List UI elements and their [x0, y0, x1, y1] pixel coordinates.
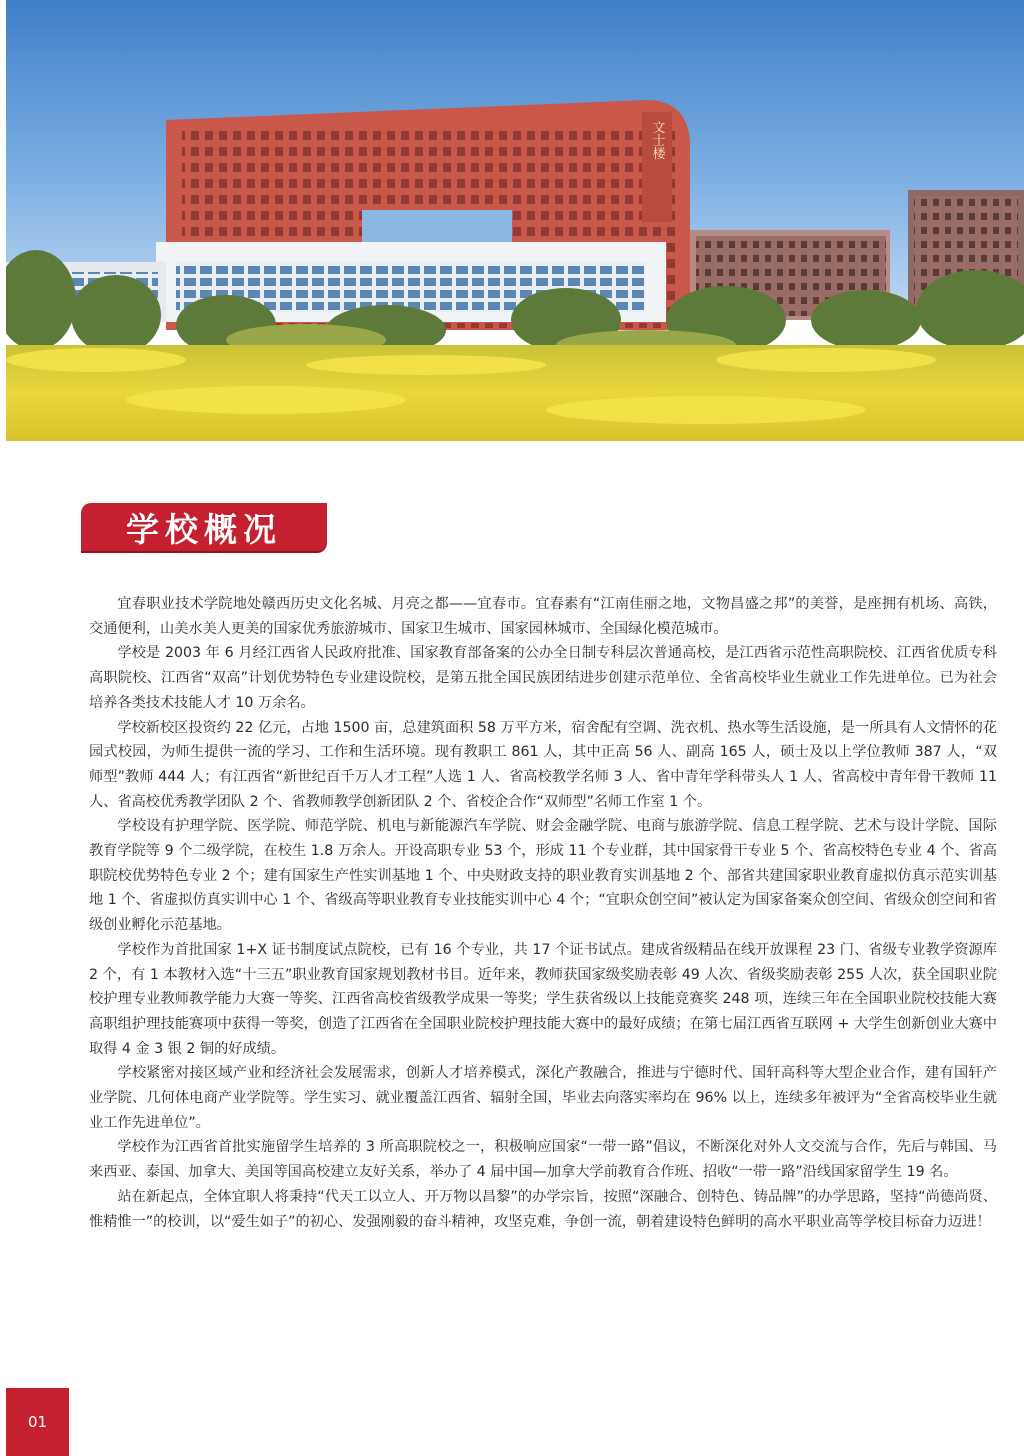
paragraph-achievements: 学校作为首批国家 1+X 证书制度试点院校，已有 16 个专业，共 17 个证书试点。建成省级精品在线开放课程 23 门、省级专业教学资源库 2 个，有 1 本教材入选“十三五”职业教育国家规划教材书目。近年来，教师获国家级奖励表彰 49 人次、省级奖励表彰 255 人次，获全国职业院校护理专业教师教学能力大赛一等奖、江西省高校省级教学成果一等奖；学生获省级以上技能竞赛奖 248 项，连续三年在全国职业院校技能大赛高职组护理技能赛项中获得一等奖，创造了江西省在全国职业院校护理技能大赛中的最好成绩；在第七届江西省互联网 + 大学生创新创业大赛中取得 4 金 3 银 2 铜的好成绩。 [89, 941, 997, 1057]
building-sign: 文士楼 [649, 120, 665, 160]
campus-photo [6, 0, 1024, 441]
section-title: 学校概况 [81, 503, 327, 551]
paragraph-founding: 学校是 2003 年 6 月经江西省人民政府批准、国家教育部备案的公办全日制专科层次普通高校，是江西省示范性高职院校、江西省优质专科高职院校、江西省“双高”计划优势特色专业建设院校，是第五批全国民族团结进步创建示范单位、全省高校毕业生就业工作先进单位。已为社会培养各类技术技能人才 10 万余名。 [89, 645, 997, 711]
paragraph-industry: 学校紧密对接区域产业和经济社会发展需求，创新人才培养模式，深化产教融合，推进与宁德时代、国轩高科等大型企业合作，建有国轩产业学院、几何体电商产业学院等。学生实习、就业覆盖江西省、辐射全国，毕业去向落实率均在 96% 以上，连续多年被评为“全省高校毕业生就业工作先进单位”。 [89, 1065, 997, 1131]
campus-photo-illustration [6, 0, 1024, 441]
paragraph-campus-staff: 学校新校区投资约 22 亿元，占地 1500 亩，总建筑面积 58 万平方米，宿舍配有空调、洗衣机、热水等生活设施，是一所具有人文情怀的花园式校园，为师生提供一流的学习、工作和生活环境。现有教职工 861 人，其中正高 56 人、副高 165 人，硕士及以上学位教师 387 人，“双师型”教师 444 人；有江西省“新世纪百千万人才工程”人选 1 人、省高校教学名师 3 人、省中青年学科带头人 1 人、省高校中青年骨干教师 11 人、省高校优秀教学团队 2 个、省教师教学创新团队 2 个、省校企合作“双师型”名师工作室 1 个。 [89, 719, 997, 810]
article-body [89, 592, 997, 1234]
paragraph-colleges: 学校设有护理学院、医学院、师范学院、机电与新能源汽车学院、财会金融学院、电商与旅游学院、信息工程学院、艺术与设计学院、国际教育学院等 9 个二级学院，在校生 1.8 万余人。开设高职专业 53 个，形成 11 个专业群，其中国家骨干专业 5 个、省高校特色专业 4 个、省高职院校优势特色专业 2 个；建有国家生产性实训基地 1 个、中央财政支持的职业教育实训基地 2 个、部省共建国家职业教育虚拟仿真示范实训基地 1 个、省虚拟仿真实训中心 1 个、省级高等职业教育专业技能实训中心 4 个；“宜职众创空间”被认定为国家备案众创空间、省级众创空间和省级创业孵化示范基地。 [89, 818, 997, 934]
paragraph-location: 宜春职业技术学院地处赣西历史文化名城、月亮之都——宜春市。宜春素有“江南佳丽之地，文物昌盛之邦”的美誉，是座拥有机场、高铁，交通便利，山美水美人更美的国家优秀旅游城市、国家卫生城市、国家园林城市、全国绿化模范城市。 [89, 596, 997, 637]
paragraph-international: 学校作为江西省首批实施留学生培养的 3 所高职院校之一，积极响应国家“一带一路”倡议，不断深化对外人文交流与合作，先后与韩国、马来西亚、泰国、加拿大、美国等国高校建立友好关系，举办了 4 届中国—加拿大学前教育合作班、招收“一带一路”沿线国家留学生 19 名。 [89, 1139, 997, 1181]
paragraph-outlook: 站在新起点，全体宜职人将秉持“代天工以立人、开万物以昌黎”的办学宗旨，按照“深融合、创特色、铸品牌”的办学思路，坚持“尚德尚贤、惟精惟一”的校训，以“爱生如子”的初心、发强刚毅的奋斗精神，攻坚克难，争创一流，朝着建设特色鲜明的高水平职业高等学校目标奋力迈进！ [89, 1188, 997, 1230]
page-number: 01 [6, 1388, 69, 1456]
